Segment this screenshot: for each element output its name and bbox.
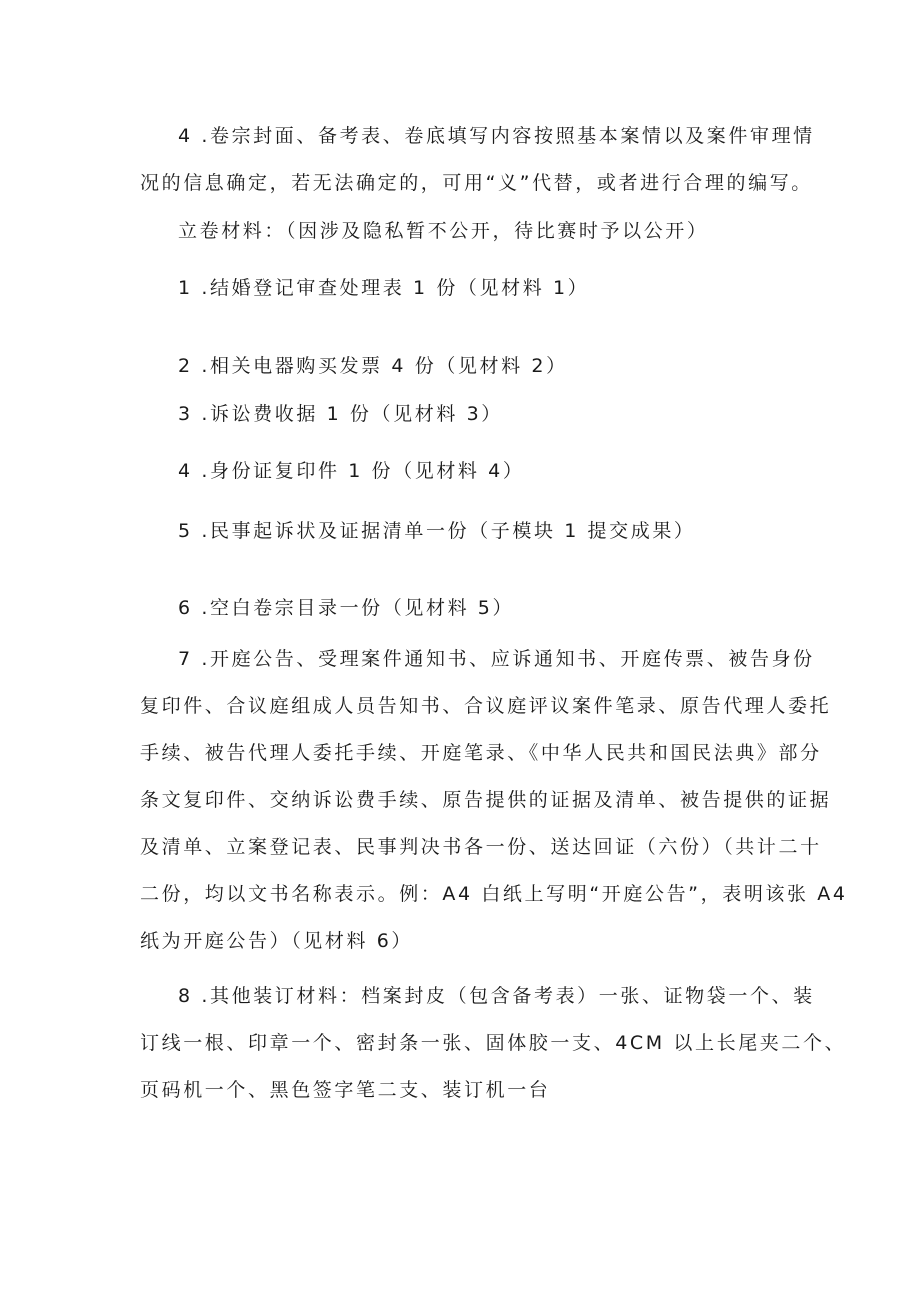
item-4-line-1: 4 .卷宗封面、备考表、卷底填写内容按照基本案情以及案件审理情 [178, 125, 815, 147]
item-7-line: 复印件、合议庭组成人员告知书、合议庭评议案件笔录、原告代理人委托 [140, 695, 832, 717]
list-item: 1 .结婚登记审查处理表 1 份（见材料 1） [178, 277, 590, 299]
list-item: 2 .相关电器购买发票 4 份（见材料 2） [178, 355, 568, 377]
item-8-line: 页码机一个、黑色签字笔二支、装订机一台 [140, 1079, 551, 1101]
list-item: 3 .诉讼费收据 1 份（见材料 3） [178, 403, 503, 425]
list-item: 6 .空白卷宗目录一份（见材料 5） [178, 597, 515, 619]
item-8-line: 8 .其他装订材料：档案封皮（包含备考表）一张、证物袋一个、装 [178, 985, 815, 1007]
item-7-line: 7 .开庭公告、受理案件通知书、应诉通知书、开庭传票、被告身份 [178, 648, 815, 670]
item-7-line: 纸为开庭公告）（见材料 6） [140, 930, 414, 952]
list-item: 4 .身份证复印件 1 份（见材料 4） [178, 460, 525, 482]
item-7-line: 手续、被告代理人委托手续、开庭笔录、《中华人民共和国民法典》部分 [140, 742, 822, 764]
list-item: 5 .民事起诉状及证据清单一份（子模块 1 提交成果） [178, 520, 696, 542]
item-7-line: 条文复印件、交纳诉讼费手续、原告提供的证据及清单、被告提供的证据 [140, 789, 832, 811]
item-7-line: 及清单、立案登记表、民事判决书各一份、送达回证（六份）（共计二十 [140, 836, 822, 858]
item-4-line-2: 况的信息确定，若无法确定的，可用“义”代替，或者进行合理的编写。 [140, 172, 813, 194]
item-8-line: 订线一根、印章一个、密封条一张、固体胶一支、4CM 以上长尾夹二个、 [140, 1032, 847, 1054]
materials-heading: 立卷材料：（因涉及隐私暂不公开，待比赛时予以公开） [178, 220, 709, 242]
item-7-line: 二份，均以文书名称表示。例：A4 白纸上写明“开庭公告”，表明该张 A4 [140, 883, 848, 905]
